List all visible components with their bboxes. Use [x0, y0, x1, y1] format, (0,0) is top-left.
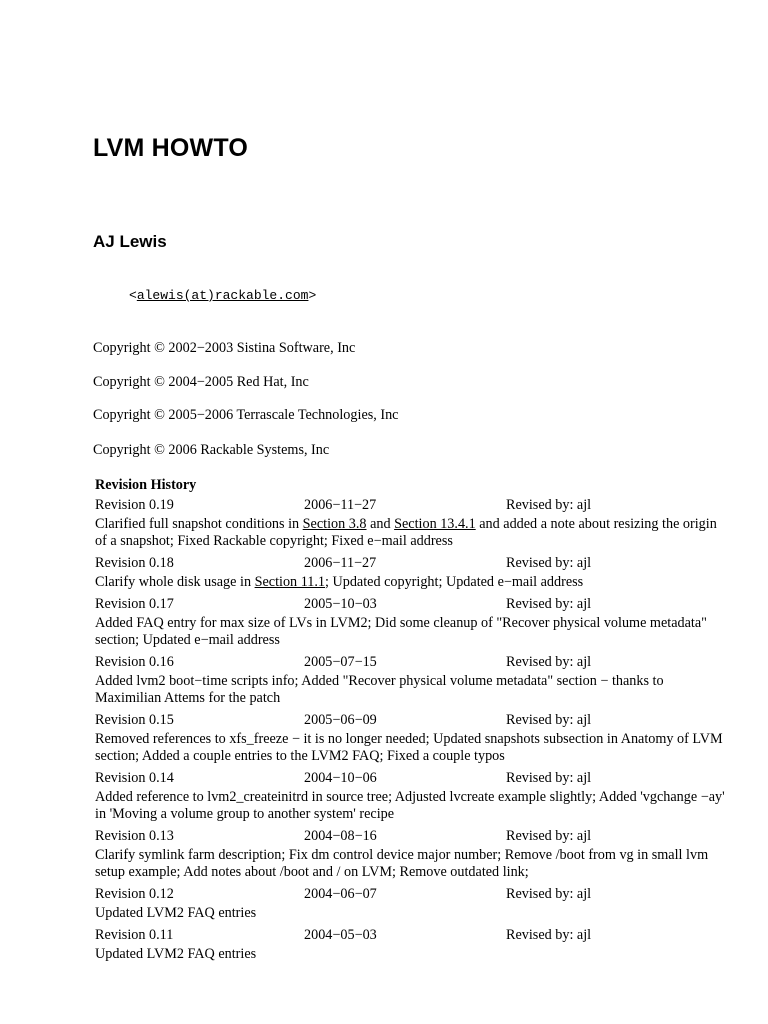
author-email — [129, 287, 316, 305]
author-name: AJ Lewis — [93, 232, 167, 251]
copyright-notice: Copyright © 2005−2006 Terrascale Technologies, Inc — [93, 407, 399, 423]
description-text: ; Updated copyright; Updated e−mail address — [325, 574, 584, 590]
revision-description — [95, 945, 725, 966]
revision-description — [95, 672, 725, 710]
description-text: Updated LVM2 FAQ entries — [95, 905, 257, 921]
revision-entry — [95, 652, 725, 710]
revision-author: Revised by: ajl — [506, 555, 592, 571]
revision-description — [95, 788, 725, 826]
revision-number: Revision 0.19 — [95, 497, 174, 513]
revision-header — [95, 884, 725, 904]
email-close-bracket: > — [308, 288, 317, 303]
revision-author: Revised by: ajl — [506, 886, 592, 902]
revision-header — [95, 826, 725, 846]
revision-author: Revised by: ajl — [506, 712, 592, 728]
revision-history-title: Revision History — [95, 477, 197, 493]
revision-description — [95, 515, 725, 553]
copyright-notice: Copyright © 2004−2005 Red Hat, Inc — [93, 374, 309, 390]
revision-date: 2005−07−15 — [304, 654, 377, 670]
description-text: Updated LVM2 FAQ entries — [95, 946, 257, 962]
revision-description — [95, 614, 725, 652]
description-text: and — [366, 516, 395, 532]
revision-entry — [95, 710, 725, 768]
revision-date: 2006−11−27 — [304, 555, 377, 571]
description-text: Removed references to xfs_freeze − it is no longer needed; Updated snapshots subsection in Anatomy of LVM section; Added a couple entries to the LVM2 FAQ; Fixed a couple typos — [95, 731, 723, 764]
description-text: Added reference to lvm2_createinitrd in source tree; Adjusted lvcreate example slightly; Added 'vgchange −ay' in 'Moving a volume group to another system' recipe — [95, 789, 725, 822]
revision-number: Revision 0.11 — [95, 927, 174, 943]
document-title: LVM HOWTO — [93, 134, 249, 162]
revision-date: 2005−06−09 — [304, 712, 377, 728]
revision-author: Revised by: ajl — [506, 654, 592, 670]
section-link[interactable]: Section 13.4.1 — [394, 516, 476, 532]
revision-author: Revised by: ajl — [506, 596, 592, 612]
revision-description — [95, 730, 725, 768]
revision-header — [95, 495, 725, 515]
revision-entry — [95, 495, 725, 553]
revision-number: Revision 0.13 — [95, 828, 174, 844]
description-text: Clarified full snapshot conditions in — [95, 516, 303, 532]
section-link[interactable]: Section 11.1 — [254, 574, 325, 590]
revision-entry — [95, 925, 725, 966]
section-link[interactable]: Section 3.8 — [302, 516, 367, 532]
revision-date: 2004−06−07 — [304, 886, 377, 902]
revision-header — [95, 553, 725, 573]
revision-author: Revised by: ajl — [506, 497, 592, 513]
email-link[interactable]: alewis(at)rackable.com — [136, 288, 309, 303]
revision-author: Revised by: ajl — [506, 828, 592, 844]
revision-entry — [95, 594, 725, 652]
revision-date: 2004−10−06 — [304, 770, 377, 786]
revision-description — [95, 904, 725, 925]
revision-date: 2005−10−03 — [304, 596, 377, 612]
revision-entry — [95, 768, 725, 826]
revision-header — [95, 710, 725, 730]
revision-entry — [95, 826, 725, 884]
revision-number: Revision 0.18 — [95, 555, 174, 571]
revision-list — [95, 495, 725, 966]
revision-header — [95, 925, 725, 945]
email-open-bracket: < — [129, 288, 137, 303]
description-text: Added lvm2 boot−time scripts info; Added "Recover physical volume metadata" section − thanks to Maximilian Attems for the patch — [95, 673, 664, 706]
revision-header — [95, 652, 725, 672]
revision-description — [95, 846, 725, 884]
revision-entry — [95, 884, 725, 925]
revision-header — [95, 768, 725, 788]
revision-number: Revision 0.12 — [95, 886, 174, 902]
revision-number: Revision 0.14 — [95, 770, 174, 786]
description-text: Clarify whole disk usage in — [95, 574, 255, 590]
revision-number: Revision 0.16 — [95, 654, 174, 670]
copyright-notice: Copyright © 2002−2003 Sistina Software, Inc — [93, 340, 356, 356]
revision-description — [95, 573, 725, 594]
description-text: Clarify symlink farm description; Fix dm control device major number; Remove /boot from vg in small lvm setup example; Add notes about /boot and / on LVM; Remove outdated link; — [95, 847, 709, 880]
revision-date: 2004−08−16 — [304, 828, 377, 844]
revision-author: Revised by: ajl — [506, 927, 592, 943]
description-text: and added a note about resizing the origin of a snapshot; Fixed Rackable copyright; Fixed e−mail address — [95, 516, 717, 549]
revision-date: 2004−05−03 — [304, 927, 377, 943]
revision-author: Revised by: ajl — [506, 770, 592, 786]
revision-header — [95, 594, 725, 614]
revision-number: Revision 0.17 — [95, 596, 174, 612]
copyright-notice: Copyright © 2006 Rackable Systems, Inc — [93, 442, 330, 458]
revision-number: Revision 0.15 — [95, 712, 174, 728]
revision-entry — [95, 553, 725, 594]
revision-date: 2006−11−27 — [304, 497, 377, 513]
description-text: Added FAQ entry for max size of LVs in LVM2; Did some cleanup of "Recover physical volume metadata" section; Updated e−mail address — [95, 615, 707, 648]
revision-history — [95, 476, 725, 966]
